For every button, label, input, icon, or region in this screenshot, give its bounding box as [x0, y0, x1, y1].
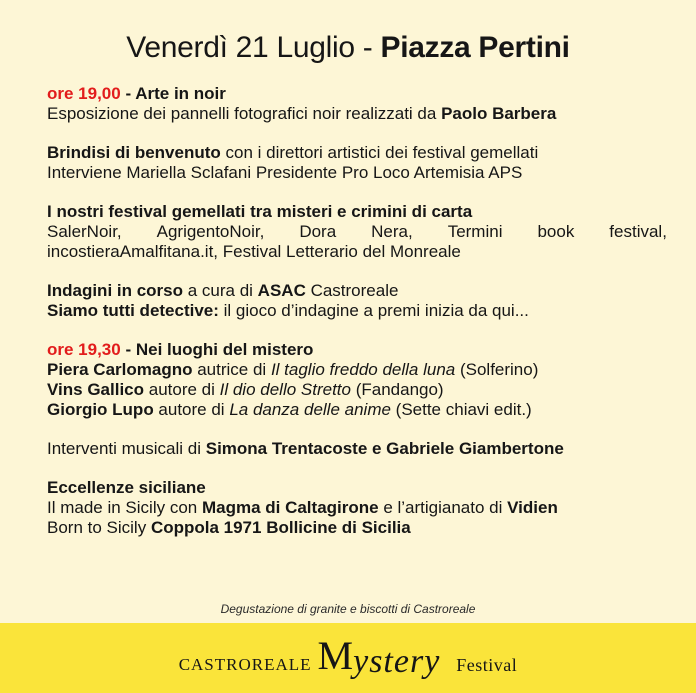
text-segment: Born to Sicily	[47, 518, 151, 537]
event-description: con i direttori artistici dei festival gemellati	[220, 143, 539, 162]
time-label: ore 19,30	[47, 340, 121, 359]
program-item-brindisi	[47, 143, 667, 163]
festival-word: AgrigentoNoir,	[156, 222, 265, 241]
music-prefix: Interventi musicali di	[47, 439, 206, 458]
event-description: il gioco d’indagine a premi inizia da qui...	[218, 301, 529, 320]
excellence-line-2	[47, 518, 667, 538]
festival-word: Termini	[447, 222, 503, 241]
author-name: Piera Carlomagno	[47, 360, 193, 379]
author-role: autore di	[144, 380, 220, 399]
brand-name: Vidien	[507, 498, 558, 517]
logo-castroreale: CASTROREALE	[178, 655, 312, 674]
event-description	[47, 104, 667, 124]
program	[47, 84, 667, 538]
festival-word: SalerNoir,	[47, 222, 122, 241]
excellence-line-1	[47, 498, 667, 518]
connector-text: a cura di	[183, 281, 258, 300]
publisher: (Fandango)	[350, 380, 444, 399]
book-title: Il taglio freddo della luna	[270, 360, 456, 379]
author-line	[47, 380, 667, 400]
author-line	[47, 400, 667, 420]
festival-list-line	[47, 222, 667, 242]
publisher: (Sette chiavi edit.)	[390, 400, 532, 419]
publisher: (Solferino)	[455, 360, 539, 379]
brand-name: Magma di Caltagirone	[201, 498, 379, 517]
organizer-place: Castroreale	[305, 281, 399, 300]
brand-name: Coppola 1971 Bollicine di Sicilia	[150, 518, 411, 537]
author-role: autore di	[153, 400, 230, 419]
description-text: Esposizione dei pannelli fotografici noir realizzati da	[47, 104, 442, 123]
program-item-detective	[47, 301, 667, 321]
festival-logo	[0, 623, 696, 693]
program-item-arte-in-noir	[47, 84, 667, 104]
book-title: Il dio dello Stretto	[219, 380, 351, 399]
page-title	[0, 30, 696, 66]
text-segment: e l’artigianato di	[378, 498, 508, 517]
text-segment: Il made in Sicily con	[47, 498, 202, 517]
time-label: ore 19,00	[47, 84, 121, 103]
program-item-indagini	[47, 281, 667, 301]
separator: -	[120, 84, 136, 103]
festival-word: Dora	[299, 222, 337, 241]
speaker-line: Interviene Mariella Sclafani Presidente Pro Loco Artemisia APS	[47, 163, 523, 182]
book-title: La danza delle anime	[229, 400, 391, 419]
author-name: Giorgio Lupo	[47, 400, 154, 419]
author-line	[47, 360, 667, 380]
festival-word: Nera,	[371, 222, 413, 241]
musician-names: Simona Trentacoste e Gabriele Giambertone	[205, 439, 564, 458]
logo-festival: Festival	[456, 654, 518, 675]
event-title: Arte in noir	[135, 84, 226, 103]
title-place: Piazza Pertini	[380, 31, 570, 64]
tasting-note: Degustazione di granite e biscotti di Castroreale	[220, 602, 476, 616]
organizer-name: ASAC	[257, 281, 306, 300]
excellence-heading: Eccellenze siciliane	[47, 478, 206, 497]
festival-list-line-2: incostieraAmalfitana.it, Festival Letterario del Monreale	[47, 242, 461, 261]
author-name: Vins Gallico	[47, 380, 145, 399]
music-line	[47, 439, 667, 459]
author-role: autrice di	[192, 360, 271, 379]
photographer-name: Paolo Barbera	[441, 104, 557, 123]
festival-word: festival,	[609, 222, 667, 241]
title-date: Venerdì 21 Luglio -	[126, 31, 381, 64]
festival-word: book	[537, 222, 575, 241]
event-title: Brindisi di benvenuto	[47, 143, 221, 162]
event-title: Indagini in corso	[47, 281, 184, 300]
logo-ystery: ystery	[353, 643, 441, 680]
festivals-heading: I nostri festival gemellati tra misteri e crimini di carta	[47, 202, 473, 221]
festival-banner	[0, 623, 696, 693]
event-title: Siamo tutti detective:	[47, 301, 219, 320]
program-item-luoghi-mistero	[47, 340, 667, 360]
event-title: - Nei luoghi del mistero	[120, 340, 314, 359]
logo-initial-m: M	[317, 632, 354, 678]
